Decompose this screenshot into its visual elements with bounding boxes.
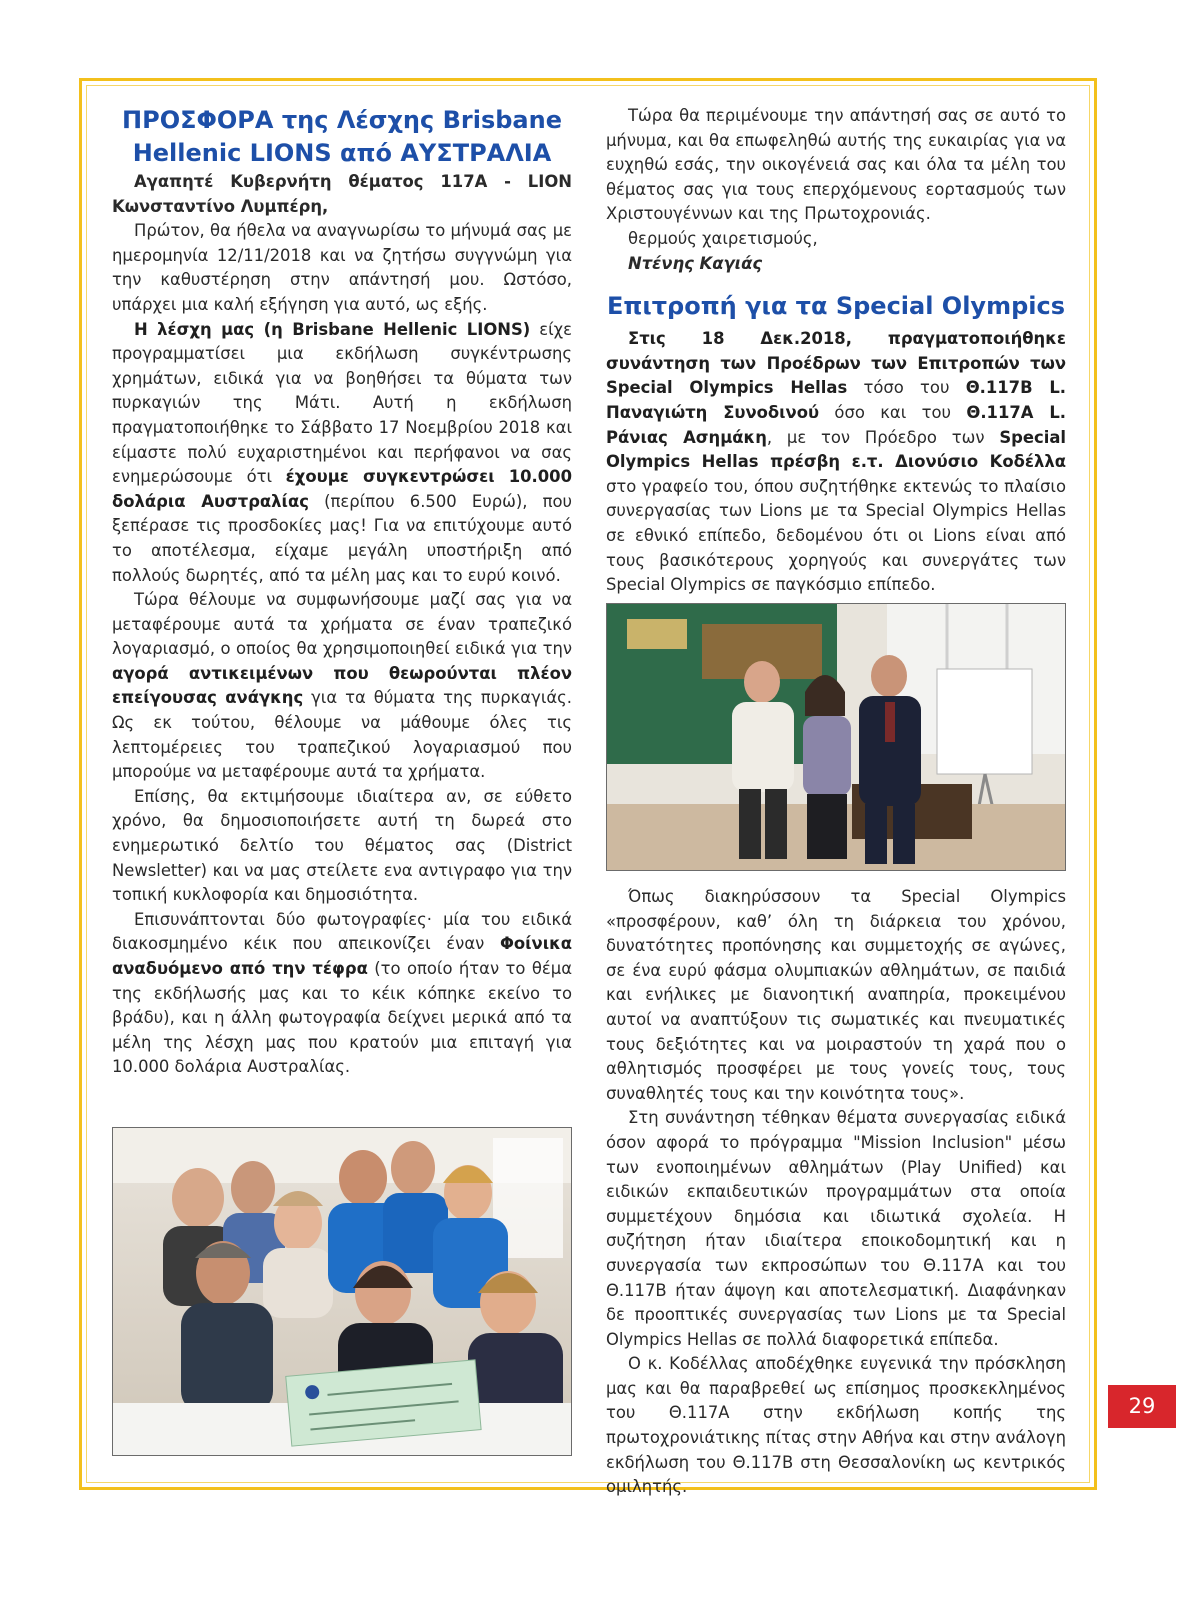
bold-text: Στις 18 Δεκ.2018, πραγματοποιήθηκε συνάντηση των Προέδρων των Επιτροπών των Special Olympics Hellas: [606, 329, 1066, 398]
signature: Ντένης Καγιάς: [628, 253, 763, 273]
page-number: 29: [1108, 1385, 1176, 1428]
right-column: [606, 104, 1066, 598]
paragraph: Επίσης, θα εκτιμήσουμε ιδιαίτερα αν, σε εύθετο χρόνο, θα δημοσιοποιήσετε αυτή τη δωρεά στο ενημερωτικό δελτίο του θέματος σας (District Newsletter) και να μας στείλετε ενα αντιγραφο για την τοπική κυκλοφορία και δημοσιότητα.: [112, 786, 572, 905]
bold-text: Θ.117Β L. Παναγιώτη Συνοδινού: [606, 378, 1066, 422]
paragraph: Πρώτον, θα ήθελα να αναγνωρίσω το μήνυμά σας με ημερομηνία 12/11/2018 και να ζητήσω συγγνώμη για την καθυστέρηση στην απάντησή μου. Ωστόσο, υπάρχει μια καλή εξήγηση για αυτό, ως εξής.: [112, 221, 572, 314]
text: (περίπου 6.500 Ευρώ), που ξεπέρασε τις προσδοκίες μας! Για να επιτύχουμε αυτό το αποτέλεσμα, είχαμε μεγάλη υποστήριξη από πολλούς δωρητές, από τα μέλη μας και το ευρύ κοινό.: [112, 491, 573, 585]
paragraph: [112, 588, 572, 785]
paragraph: [606, 327, 1066, 598]
bold-text: Φοίνικα αναδυόμενο από την τέφρα: [112, 934, 572, 978]
text: στο γραφείο του, όπου συζητήθηκε εκτενώς το πλαίσιο συνεργασίας των Lions με τα Special Olympics Hellas σε εθνικό επίπεδο, δεδομένου ότι οι Lions είναι από τους βασικότερους χορηγούς και συνεργάτες των Special Olympics σε παγκόσμιο επίπεδο.: [606, 476, 1066, 595]
group-cheque-illustration: [113, 1128, 571, 1455]
photo-group-cheque: [112, 1127, 572, 1456]
paragraph: Ο κ. Κοδέλλας αποδέχθηκε ευγενικά την πρόσκληση μας και θα παραβρεθεί ως επίσημος προσκεκλημένος του Θ.117Α στην εκδήλωση κοπής της πρωτοχρονιάτικης πίτας στην Αθήνα και στην ανάλογη εκδήλωση του Θ.117Β στη Θεσσαλονίκη ως κεντρικός ομιλητής.: [606, 1354, 1066, 1497]
text: , με τον Πρόεδρο των: [766, 427, 1000, 447]
article-title-line1: ΠΡΟΣΦΟΡΑ της Λέσχης Brisbane: [122, 106, 562, 134]
text: είχε προγραμματίσει μια εκδήλωση συγκέντρωσης χρημάτων, ειδικά για να βοηθήσει τα θύματα των πυρκαγιών της Μάτι. Αυτή η εκδήλωση πραγματοποιήθηκε το Σάββατο 17 Νοεμβρίου 2018 και είμαστε πολύ ευχαριστημένοι και περήφανοι να σας ενημερώσουμε ότι: [112, 319, 572, 487]
office-meeting-illustration: [607, 604, 1065, 870]
photo-office-meeting: [606, 603, 1066, 871]
salutation: Αγαπητέ Κυβερνήτη θέματος 117Α - LION Κωνσταντίνο Λυμπέρη,: [112, 172, 572, 216]
paragraph: Στη συνάντηση τέθηκαν θέματα συνεργασίας ειδικά όσον αφορά το πρόγραμμα "Mission Inclusion" μέσω των ενοποιημένων αθλημάτων (Play Unified) και ειδικών εκπαιδευτικών προγραμμάτων στα οποία συμμετέχουν δημόσια και ιδιωτικά σχολεία. Η συζήτηση ήταν ιδιαίτερα εποικοδομητική και η συνεργασία των εκπροσώπων του Θ.117Α και του Θ.117Β ήταν άψογη και αποτελεσματική. Διαφάνηκαν δε προοπτικές συνεργασίας των Lions με τα Special Olympics Hellas σε πολλά διαφορετικά επίπεδα.: [606, 1108, 1066, 1349]
paragraph: Τώρα θα περιμένουμε την απάντησή σας σε αυτό το μήνυμα, και θα επωφεληθώ αυτής της ευκαιρίας για να ευχηθώ εσάς, την οικογένειά σας και όλα τα μέλη του θέματος σας για τους επερχόμενους εορτασμούς των Χριστουγέννων και της Πρωτοχρονιάς.: [606, 106, 1066, 224]
right-column-lower: [606, 885, 1066, 1500]
bold-text: Η λέσχη μας (η Brisbane Hellenic LIONS): [134, 319, 531, 339]
left-column: [112, 104, 572, 1080]
paragraph: Όπως διακηρύσσουν τα Special Olympics «προσφέρουν, καθ’ όλη τη διάρκεια του χρόνου, δυνατότητες προπόνησης και συμμετοχής σε αγώνες, σε ένα ευρύ φάσμα ολυμπιακών αθλημάτων, σε παιδιά και ενήλικες με διανοητική αναπηρία, προκειμένου αυτοί να αναπτύξουν τις σωματικές και πνευματικές τους δεξιότητες και να μοιραστούν τη χαρά που ο αθλητισμός προσφέρει με τους γονείς τους, τους συναθλητές τους και την κοινότητα τους».: [606, 887, 1066, 1103]
text: για τα θύματα της πυρκαγιάς. Ως εκ τούτου, θέλουμε να μάθουμε όλες τις λεπτομέρειες του τραπεζικού λογαριασμού που μπορούμε να μεταφέρουμε αυτά τα χρήματα.: [112, 688, 572, 782]
text: τόσο του: [847, 378, 966, 398]
article-title: [112, 104, 572, 170]
text: Επισυνάπτονται δύο φωτογραφίες· μία του ειδικά διακοσμημένο κέικ που απεικονίζει έναν: [112, 909, 572, 954]
section-title-special-olympics: Επιτροπή για τα Special Olympics: [606, 292, 1065, 321]
paragraph: [112, 908, 572, 1080]
bold-text: Special Olympics Hellas πρέσβη ε.τ. Διονύσιο Κοδέλλα: [606, 427, 1066, 472]
bold-text: αγορά αντικειμένων που θεωρούνται πλέον επείγουσας ανάγκης: [112, 663, 572, 708]
bold-text: έχουμε συγκεντρώσει 10.000 δολάρια Αυστραλίας: [112, 467, 572, 511]
text: όσο και του: [819, 402, 967, 422]
paragraph: [112, 318, 572, 589]
text: (το οποίο ήταν το θέμα της εκδήλωσής μας και το κέικ κόπηκε εκείνο το βράδυ), και η άλλη φωτογραφία δείχνει μερικά από τα μέλη της λέσχη μας που κρατούν μια επιταγή για 10.000 δολάρια Αυστραλίας.: [112, 959, 572, 1077]
article-title-line2: Hellenic LIONS από ΑΥΣΤΡΑΛΙΑ: [132, 139, 552, 167]
text: Τώρα θέλουμε να συμφωνήσουμε μαζί σας για να μεταφέρουμε αυτά τα χρήματα σε έναν τραπεζικό λογαριασμό, ο οποίος θα χρησιμοποιηθεί ειδικά για την: [112, 590, 572, 659]
bold-text: Θ.117Α L. Ράνιας Ασημάκη: [606, 402, 1066, 447]
closing: θερμούς χαιρετισμούς,: [628, 228, 818, 248]
